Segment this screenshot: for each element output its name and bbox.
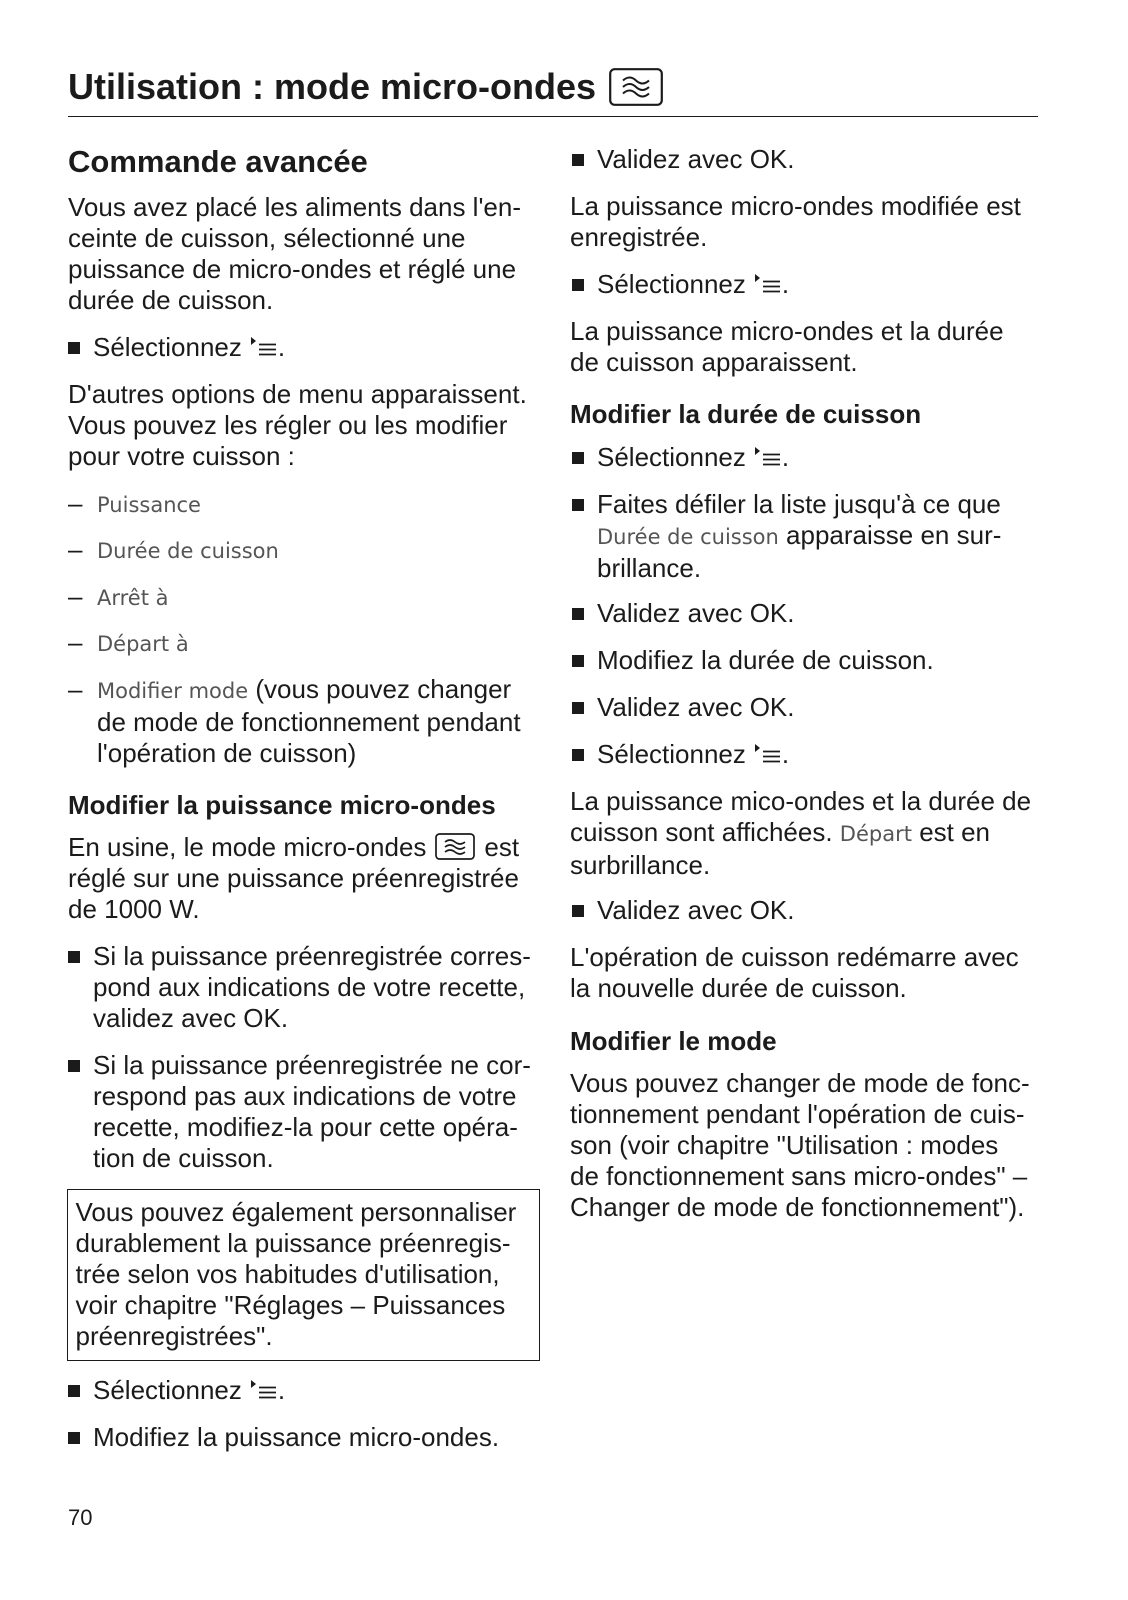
step-select-options xyxy=(93,1375,285,1406)
step-text: Si la puissance préenregistrée corres- pond aux indications de votre recette, validez avec OK. xyxy=(93,941,531,1033)
note-text: Vous pouvez également personnaliser durablement la puissance préenregis- trée selon vos habitudes d'utilisation, voir chapitre "Réglages – Puissances préenregistrées". xyxy=(75,1197,517,1351)
menu-option-text: Durée de cuisson xyxy=(597,525,779,549)
list-marker: – xyxy=(68,674,83,704)
page-header xyxy=(68,65,663,109)
intro-paragraph: Vous avez placé les aliments dans l'en- ceinte de cuisson, sélectionné une puissance de micro-ondes et réglé une durée de cuisson. xyxy=(68,192,521,315)
square-bullet xyxy=(572,655,584,667)
page-title: Utilisation : mode micro-ondes xyxy=(68,66,597,107)
power-intro-paragraph xyxy=(68,832,519,925)
page-number: 70 xyxy=(68,1505,93,1530)
square-bullet xyxy=(572,154,584,166)
step-select-options xyxy=(597,442,789,473)
menu-option-text: Modifier mode xyxy=(97,679,249,703)
step-end: . xyxy=(781,442,790,472)
step-select-options xyxy=(597,739,789,770)
list-marker: – xyxy=(68,627,83,657)
step-label: Sélectionnez xyxy=(93,1375,242,1405)
list-item xyxy=(68,581,169,614)
step-end: . xyxy=(277,1375,286,1405)
options-menu-icon xyxy=(754,743,782,765)
list-item xyxy=(68,488,201,521)
square-bullet xyxy=(572,905,584,917)
square-bullet xyxy=(572,452,584,464)
microwave-mode-icon xyxy=(435,833,475,860)
subtitle-power: Modifier la puissance micro-ondes xyxy=(68,790,496,820)
step-end: . xyxy=(781,269,790,299)
step-modify-power xyxy=(93,1422,499,1453)
square-bullet xyxy=(68,1432,80,1444)
menu-option-text: Départ xyxy=(839,822,912,846)
step-scroll-list xyxy=(597,489,1001,584)
square-bullet xyxy=(572,608,584,620)
step-text: Modifiez la durée de cuisson. xyxy=(597,645,934,675)
menu-option-text: Départ à xyxy=(97,632,189,656)
step-select-options xyxy=(597,269,789,300)
step-text: Validez avec OK. xyxy=(597,144,795,174)
square-bullet xyxy=(572,702,584,714)
restart-paragraph: L'opération de cuisson redémarre avec la nouvelle durée de cuisson. xyxy=(570,942,1019,1003)
step-text: Validez avec OK. xyxy=(597,598,795,628)
step-text: Validez avec OK. xyxy=(597,895,795,925)
mode-paragraph: Vous pouvez changer de mode de fonc- tionnement pendant l'opération de cuis- son (voir chapitre "Utilisation : modes de fonctionnement sans micro-ondes" – Changer de mode de fonctionnement"). xyxy=(570,1068,1030,1222)
step-validate xyxy=(597,895,795,926)
subtitle-duration: Modifier la durée de cuisson xyxy=(570,399,922,429)
power-intro-before: En usine, le mode micro-ondes xyxy=(68,832,427,862)
step-end: . xyxy=(781,739,790,769)
options-menu-icon xyxy=(754,446,782,468)
list-item xyxy=(68,627,189,660)
saved-paragraph: La puissance micro-ondes modifiée est enregistrée. xyxy=(570,191,1021,252)
shown-paragraph: La puissance micro-ondes et la durée de cuisson apparaissent. xyxy=(570,316,1004,377)
options-intro-paragraph: D'autres options de menu apparaissent. Vous pouvez les régler ou les modifier pour votre cuisson : xyxy=(68,379,527,471)
paragraph-text-before: La puissance mico-ondes et la durée de cuisson sont affichées. xyxy=(570,786,1032,847)
square-bullet xyxy=(68,951,80,963)
step-power-differs xyxy=(93,1050,531,1174)
displayed-paragraph xyxy=(570,786,1031,881)
menu-option-text: Arrêt à xyxy=(97,586,169,610)
square-bullet xyxy=(68,1385,80,1397)
menu-option-text: Puissance xyxy=(97,493,201,517)
step-label: Sélectionnez xyxy=(93,332,242,362)
step-text: Validez avec OK. xyxy=(597,692,795,722)
step-text: Si la puissance préenregistrée ne cor- respond pas aux indications de votre recette, modifiez-la pour cette opéra- tion de cuisson. xyxy=(93,1050,531,1173)
step-label: Sélectionnez xyxy=(597,739,746,769)
step-power-matches xyxy=(93,941,531,1034)
options-menu-icon xyxy=(250,1379,278,1401)
step-validate xyxy=(597,144,795,175)
step-modify-duration xyxy=(597,645,934,676)
square-bullet xyxy=(572,279,584,291)
list-item xyxy=(68,674,521,769)
microwave-mode-icon xyxy=(609,68,663,106)
list-item xyxy=(68,534,279,567)
options-menu-icon xyxy=(250,336,278,358)
square-bullet xyxy=(68,342,80,354)
step-select-options xyxy=(93,332,285,363)
square-bullet xyxy=(572,499,584,511)
header-rule xyxy=(68,116,1038,117)
square-bullet xyxy=(572,749,584,761)
step-label: Sélectionnez xyxy=(597,269,746,299)
square-bullet xyxy=(68,1060,80,1072)
paragraph-text-after: est en surbrillance. xyxy=(570,817,991,880)
step-label: Sélectionnez xyxy=(597,442,746,472)
menu-option-text: Durée de cuisson xyxy=(97,539,279,563)
step-validate xyxy=(597,692,795,723)
step-text-after: apparaisse en sur- brillance. xyxy=(597,520,1002,583)
power-intro-after: est réglé sur une puissance préenregistrée de 1000 W. xyxy=(68,832,520,924)
subtitle-mode: Modifier le mode xyxy=(570,1026,777,1056)
note-box xyxy=(67,1189,540,1361)
step-text: Modifiez la puissance micro-ondes. xyxy=(93,1422,500,1452)
list-marker: – xyxy=(68,488,83,518)
section-title: Commande avancée xyxy=(68,144,368,179)
step-text-before: Faites défiler la liste jusqu'à ce que xyxy=(597,489,1001,519)
step-end: . xyxy=(277,332,286,362)
options-menu-icon xyxy=(754,273,782,295)
list-item-note: (vous pouvez changer de mode de fonctionnement pendant l'opération de cuisson) xyxy=(97,674,521,768)
list-marker: – xyxy=(68,581,83,611)
list-marker: – xyxy=(68,534,83,564)
step-validate xyxy=(597,598,795,629)
